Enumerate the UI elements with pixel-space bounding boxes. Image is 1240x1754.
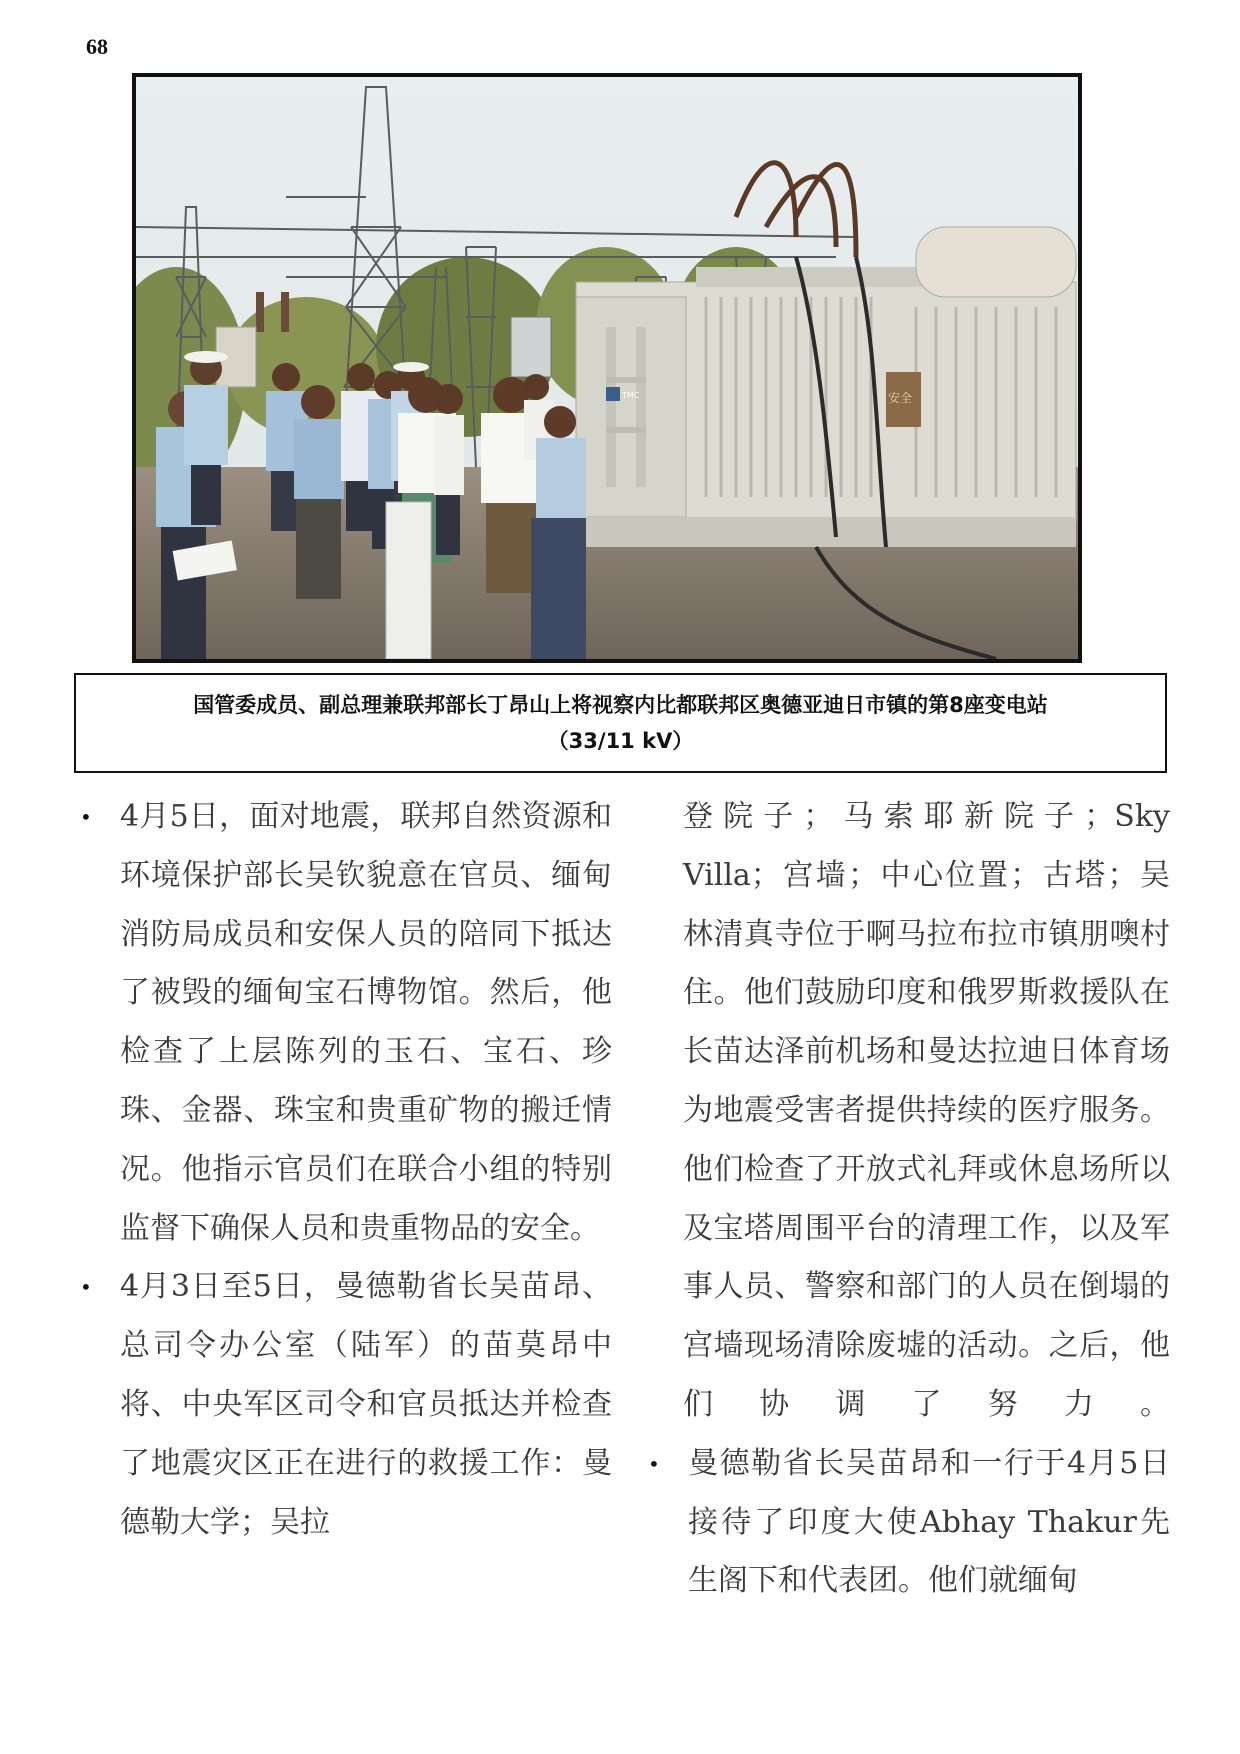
concrete-post (386, 502, 431, 659)
list-item-text: 4月5日，面对地震，联邦自然资源和环境保护部长吴钦貌意在官员、缅甸消防局成员和安保人员的陪同下抵达了被毁的缅甸宝石博物馆。然后，他检查了上层陈列的玉石、宝石、珍珠、金器、珠宝和贵重矿物的搬迁情况。他指示官员们在联合小组的特别监督下确保人员和贵重物品的安全。 (120, 799, 612, 1246)
bullet-icon: • (80, 1275, 92, 1300)
caption-line-1: 国管委成员、副总理兼联邦部长丁昂山上将视察内比都联邦区奥德亚迪日市镇的第8座变电站 (193, 693, 1048, 717)
list-item (72, 1258, 612, 1552)
bullet-icon: • (80, 805, 92, 829)
meter-label: TMC (622, 391, 640, 400)
caption-line-2: （33/11 kV） (547, 729, 694, 753)
list-item-text: 4月3日至5日，曼德勒省长吴苗昂、总司令办公室（陆军）的苗莫昂中将、中央军区司令和官员抵达并检查了地震灾区正在进行的救援工作：曼德勒大学；吴拉 (120, 1269, 612, 1540)
left-text-column (72, 788, 612, 1552)
list-item (640, 1435, 1170, 1611)
right-text-column (640, 788, 1170, 1611)
continued-paragraph: 登院子；马索耶新院子；Sky Villa；宫墙；中心位置；古塔；吴林清真寺位于啊马拉布拉市镇朋噢村住。他们鼓励印度和俄罗斯救援队在长苗达泽前机场和曼达拉迪日体育场为地震受害者提供持续的医疗服务。他们检查了开放式礼拜或休息场所以及宝塔周围平台的清理工作，以及军事人员、警察和部门的人员在倒塌的宫墙现场清除废墟的活动。之后，他们协调了努力。 (683, 799, 1170, 1422)
page-number: 68 (86, 34, 108, 59)
substation-photo (132, 73, 1082, 663)
svg-text:安全: 安全 (888, 391, 913, 405)
control-cabinet (511, 317, 551, 377)
bullet-icon: • (648, 1451, 660, 1476)
photo-caption (74, 673, 1167, 773)
list-item-text: 曼德勒省长吴苗昂和一行于4月5日接待了印度大使Abhay Thakur先生阁下和代表团。他们就缅甸 (688, 1445, 1170, 1599)
list-item (72, 788, 612, 1258)
